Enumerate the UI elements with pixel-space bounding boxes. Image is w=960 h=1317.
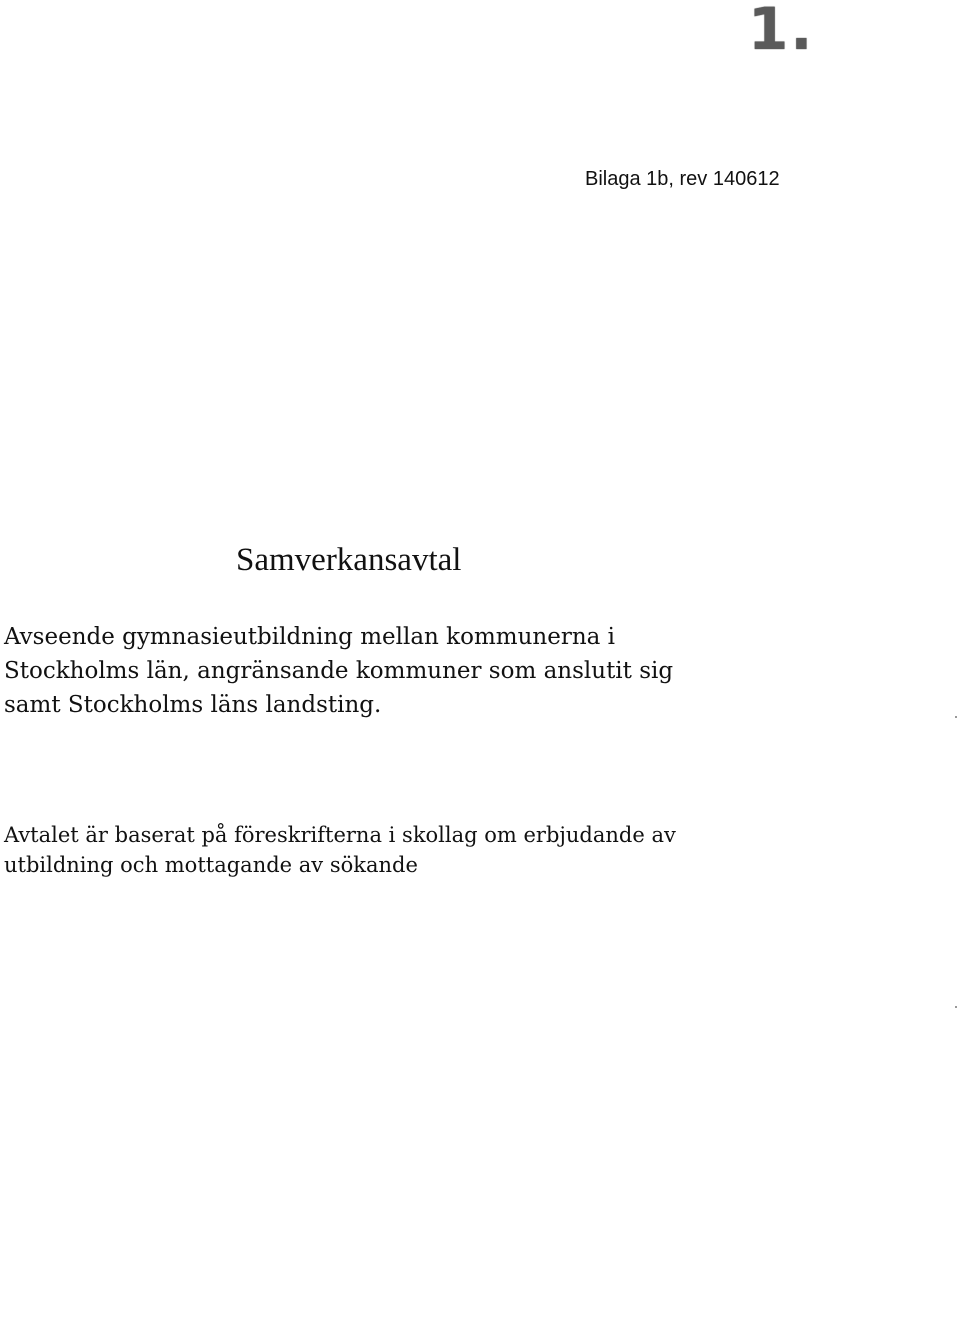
- scan-speck: [955, 1006, 957, 1008]
- document-title: Samverkansavtal: [236, 542, 462, 578]
- attachment-reference: Bilaga 1b, rev 140612: [585, 168, 780, 190]
- subject-line: Stockholms län, angränsande kommuner som anslutit sig: [4, 658, 674, 684]
- basis-line: Avtalet är baserat på föreskrifterna i skollag om erbjudande av: [4, 823, 676, 847]
- page-number: 1.: [748, 0, 815, 63]
- scan-speck: [955, 716, 957, 718]
- subject-line: samt Stockholms läns landsting.: [4, 692, 382, 718]
- agreement-basis: [4, 820, 676, 880]
- basis-line: utbildning och mottagande av sökande: [4, 853, 418, 877]
- subject-line: Avseende gymnasieutbildning mellan kommunerna i: [4, 624, 616, 650]
- agreement-subject: [4, 620, 673, 722]
